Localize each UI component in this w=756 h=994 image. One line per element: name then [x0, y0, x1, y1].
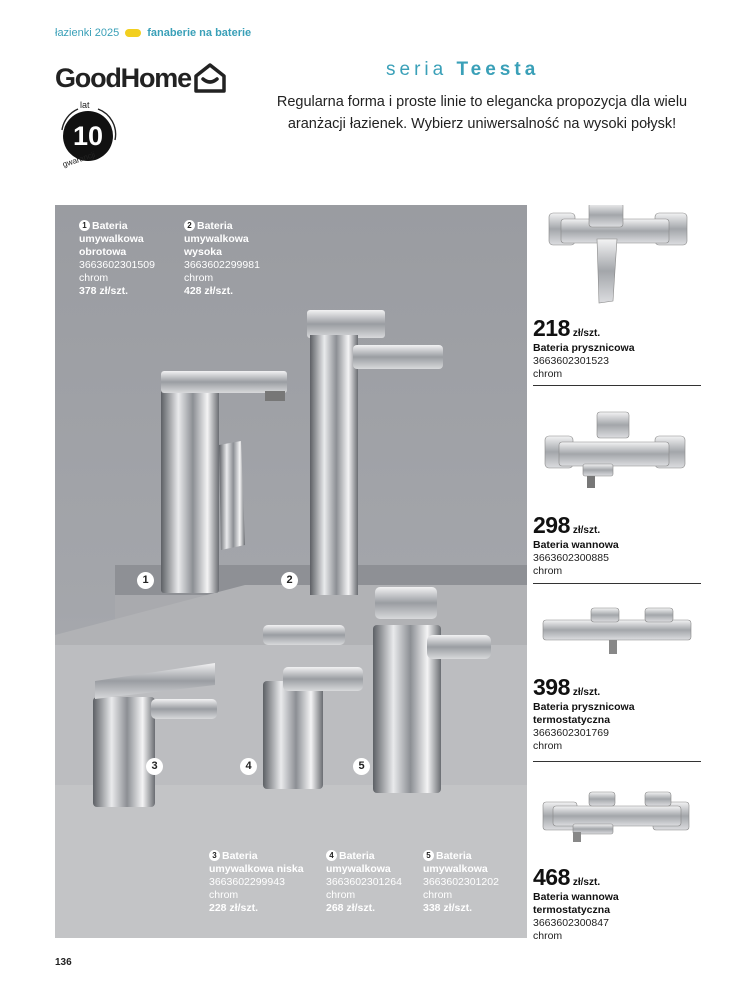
hero-photo [55, 205, 527, 938]
breadcrumb-section[interactable]: łazienki 2025 [55, 27, 120, 39]
divider-2 [533, 583, 701, 584]
photo-marker-4[interactable]: 4 [240, 758, 257, 775]
product-number-2: 2 [184, 220, 195, 231]
product-name-2-line3: wysoka [184, 246, 222, 258]
photo-marker-2[interactable]: 2 [281, 572, 298, 589]
product-name-3: Bateria [222, 850, 258, 862]
page-number: 136 [55, 957, 72, 968]
side-product-4-finish: chrom [533, 930, 563, 942]
brand-name: GoodHome [55, 62, 191, 93]
brand-logo [55, 62, 227, 94]
product-name-3-line2: umywalkowa niska [209, 863, 304, 875]
warranty-top-label: lat [80, 100, 90, 110]
product-label-5 [423, 850, 499, 915]
warranty-badge [52, 100, 124, 172]
product-finish-2: chrom [184, 272, 214, 284]
side-product-4-name-line2: termostatyczna [533, 904, 611, 916]
product-price-5: 338 zł/szt. [423, 902, 473, 914]
side-product-2-finish: chrom [533, 565, 563, 577]
product-code-2: 3663602299981 [184, 259, 260, 271]
product-name-1-line2: umywalkowa [79, 233, 144, 245]
side-product-2 [533, 402, 701, 578]
side-product-3-image [533, 598, 701, 672]
product-code-5: 3663602301202 [423, 876, 499, 888]
product-finish-3: chrom [209, 889, 239, 901]
product-number-3: 3 [209, 850, 220, 861]
product-price-3: 228 zł/szt. [209, 902, 259, 914]
side-product-3-name: Bateria prysznicowa [533, 701, 635, 713]
side-product-4-image [533, 780, 701, 862]
warranty-bottom-label: gwarancji [61, 149, 97, 170]
photo-marker-3[interactable]: 3 [146, 758, 163, 775]
side-product-1-name: Bateria prysznicowa [533, 342, 635, 354]
series-name: Teesta [456, 59, 540, 80]
product-number-4: 4 [326, 850, 337, 861]
divider-3 [533, 761, 701, 762]
breadcrumb-separator-pill [125, 29, 141, 37]
side-product-3-finish: chrom [533, 740, 563, 752]
side-product-1-image [533, 205, 701, 313]
product-code-3: 3663602299943 [209, 876, 285, 888]
product-name-5: Bateria [436, 850, 472, 862]
product-name-2: Bateria [197, 220, 233, 232]
product-name-1: Bateria [92, 220, 128, 232]
product-name-4-line2: umywalkowa [326, 863, 391, 875]
side-product-1-unit: zł/szt. [572, 328, 601, 339]
product-price-2: 428 zł/szt. [184, 285, 234, 297]
product-label-2 [184, 220, 260, 298]
side-product-2-code: 3663602300885 [533, 552, 609, 564]
divider-1 [533, 385, 701, 386]
side-product-4-price: 468 [533, 864, 570, 890]
side-product-1 [533, 205, 701, 381]
side-product-1-price: 218 [533, 315, 570, 341]
series-prefix: seria [386, 59, 448, 80]
product-code-4: 3663602301264 [326, 876, 402, 888]
side-product-1-finish: chrom [533, 368, 563, 380]
product-name-2-line2: umywalkowa [184, 233, 249, 245]
breadcrumb [55, 27, 251, 39]
product-finish-1: chrom [79, 272, 109, 284]
product-price-1: 378 zł/szt. [79, 285, 129, 297]
photo-marker-1[interactable]: 1 [137, 572, 154, 589]
side-product-2-image [533, 402, 701, 510]
product-finish-5: chrom [423, 889, 453, 901]
side-product-4-code: 3663602300847 [533, 917, 609, 929]
side-product-3-name-line2: termostatyczna [533, 714, 611, 726]
side-product-3-price: 398 [533, 674, 570, 700]
product-price-4: 268 zł/szt. [326, 902, 376, 914]
side-product-3 [533, 598, 701, 753]
product-name-5-line2: umywalkowa [423, 863, 488, 875]
product-name-4: Bateria [339, 850, 375, 862]
series-title [386, 59, 539, 81]
breadcrumb-category[interactable]: fanaberie na baterie [147, 27, 252, 39]
side-product-2-name: Bateria wannowa [533, 539, 619, 551]
product-number-1: 1 [79, 220, 90, 231]
side-product-3-code: 3663602301769 [533, 727, 609, 739]
product-label-1 [79, 220, 155, 298]
product-name-1-line3: obrotowa [79, 246, 127, 258]
product-label-4 [326, 850, 402, 915]
series-intro: Regularna forma i proste linie to elegancka propozycja dla wielu aranżacji łazienek. Wybierz uniwersalność na wysoki połysk! [276, 94, 688, 132]
side-product-4 [533, 780, 701, 943]
product-finish-4: chrom [326, 889, 356, 901]
house-icon [193, 62, 227, 94]
photo-marker-5[interactable]: 5 [353, 758, 370, 775]
side-product-2-unit: zł/szt. [572, 525, 601, 536]
side-product-1-code: 3663602301523 [533, 355, 609, 367]
warranty-years: 10 [63, 111, 113, 161]
side-product-3-unit: zł/szt. [572, 687, 601, 698]
product-label-3 [209, 850, 304, 915]
side-product-4-name: Bateria wannowa [533, 891, 619, 903]
product-number-5: 5 [423, 850, 434, 861]
side-product-4-unit: zł/szt. [572, 877, 601, 888]
side-product-2-price: 298 [533, 512, 570, 538]
product-code-1: 3663602301509 [79, 259, 155, 271]
